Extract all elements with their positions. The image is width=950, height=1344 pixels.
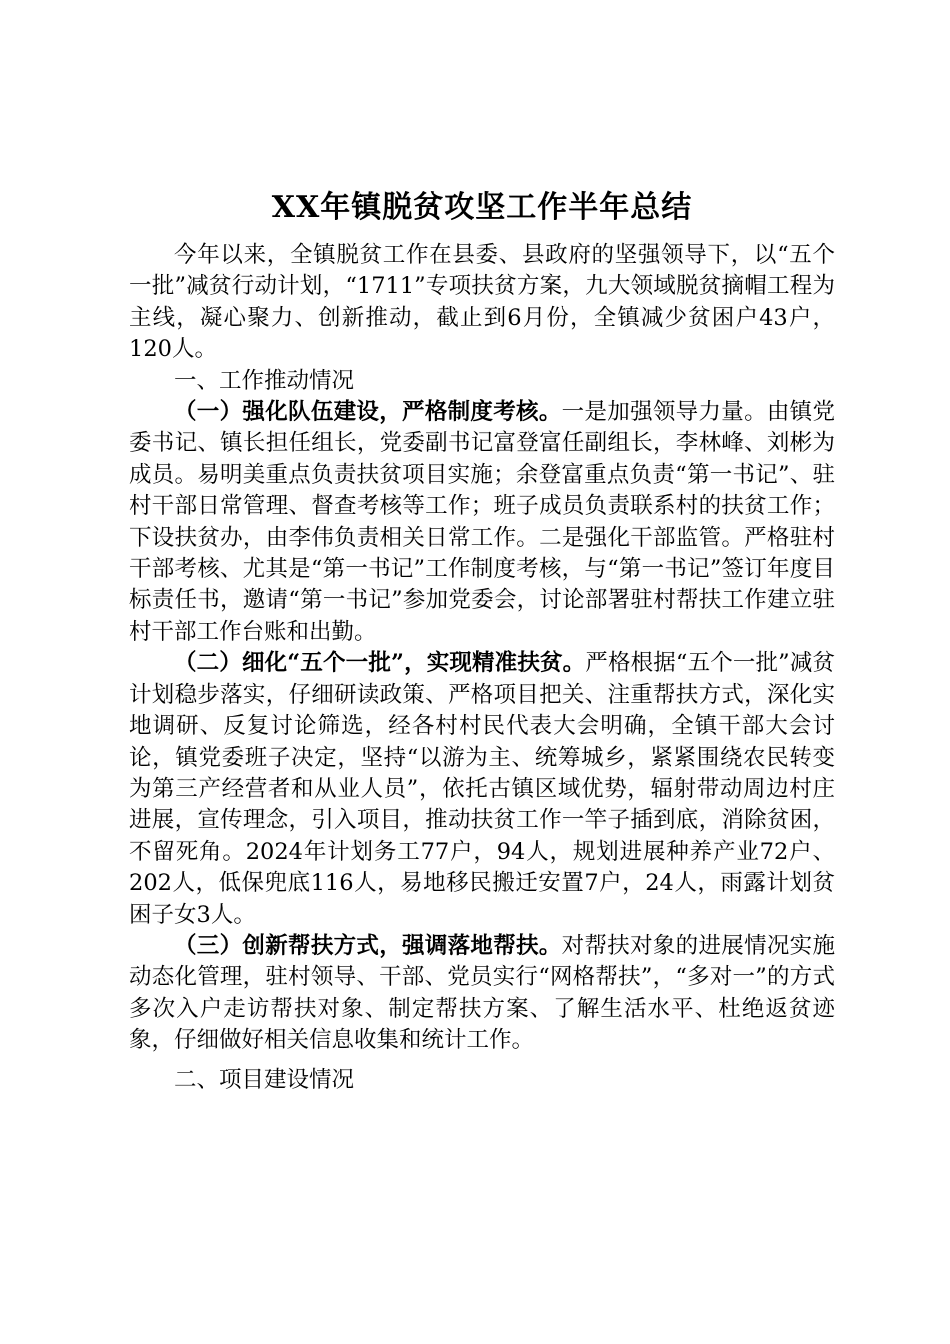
document-title: XX年镇脱贫攻坚工作半年总结 (271, 190, 693, 225)
item-text-team-building: 一是加强领导力量。由镇党委书记、镇长担任组长，党委副书记富登富任副组长，李林峰、刘彬为成员。易明美重点负责扶贫项目实施；余登富重点负责“第一书记”、驻村干部日常管理、督查考核等工作；班子成员负责联系村的扶贫工作；下设扶贫办，由李伟负责相关日常工作。二是强化干部监管。严格驻村干部考核、尤其是“第一书记”工作制度考核，与“第一书记”签订年度目标责任书，邀请“第一书记”参加党委会，讨论部署驻村帮扶工作建立驻村干部工作台账和出勤。 (129, 399, 835, 645)
item-paragraph-assistance-method (129, 931, 835, 1057)
intro-paragraph: 今年以来，全镇脱贫工作在县委、县政府的坚强领导下，以“五个一批”减贫行动计划，“1711”专项扶贫方案，九大领域脱贫摘帽工程为主线，凝心聚力、创新推动，截止到6月份，全镇减少贫困户43户，120人。 (129, 242, 835, 363)
item-lead-team-building: （一）强化队伍建设，严格制度考核。 (174, 399, 562, 426)
item-lead-precise-poverty: （二）细化“五个一批”，实现精准扶贫。 (174, 650, 586, 677)
section-heading-project-construction: 二、项目建设情况 (174, 1066, 355, 1093)
item-paragraph-team-building (129, 397, 835, 648)
item-lead-assistance-method: （三）创新帮扶方式，强调落地帮扶。 (174, 932, 562, 959)
item-text-precise-poverty: 严格根据“五个一批”减贫计划稳步落实，仔细研读政策、严格项目把关、注重帮扶方式，深化实地调研、反复讨论筛选，经各村村民代表大会明确，全镇干部大会讨论，镇党委班子决定，坚持“以游为主、统筹城乡，紧紧围绕农民转变为第三产经营者和从业人员”，依托古镇区域优势，辐射带动周边村庄进展，宣传理念，引入项目，推动扶贫工作一竿子插到底，消除贫困，不留死角。2024年计划务工77户，94人，规划进展种养产业72户、202人，低保兜底116人，易地移民搬迁安置7户，24人，雨露计划贫困子女3人。 (129, 650, 835, 928)
item-paragraph-precise-poverty (129, 648, 835, 931)
section-heading-work-progress: 一、工作推动情况 (174, 367, 355, 394)
document-page (129, 180, 835, 1096)
item-text-assistance-method: 对帮扶对象的进展情况实施动态化管理，驻村领导、干部、党员实行“网格帮扶”，“多对一”的方式多次入户走访帮扶对象、制定帮扶方案、了解生活水平、杜绝返贫迹象，仔细做好相关信息收集和统计工作。 (129, 932, 835, 1054)
